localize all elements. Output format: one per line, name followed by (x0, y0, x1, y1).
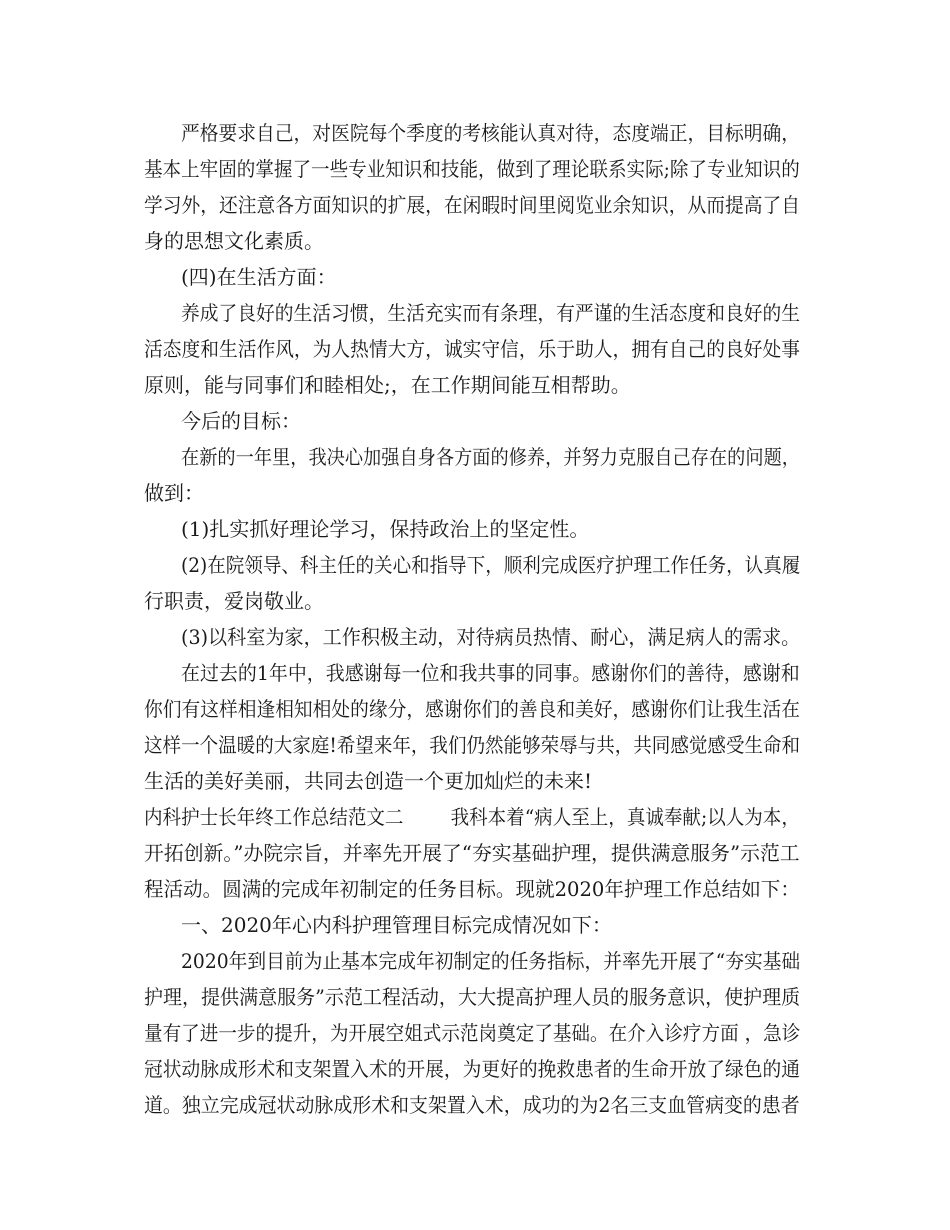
text-line: 行职责，爱岗敬业。 (144, 589, 324, 613)
text-line: 冠状动脉成形术和支架置入术的开展，为更好的挽救患者的生命开放了绿色的通 (144, 1057, 800, 1081)
text-line: 护理，提供满意服务”示范工程活动，大大提高护理人员的服务意识，使护理质 (144, 985, 801, 1009)
text-line: 内科护士长年终工作总结范文二 我科本着“病人至上，真诚奉献;以人为本， (144, 805, 800, 829)
text-line: (1)扎实抓好理论学习，保持政治上的坚定性。 (181, 517, 590, 541)
text-line: 量有了进一步的提升，为开展空姐式示范岗奠定了基础。在介入诊疗方面 ，急诊 (144, 1021, 801, 1045)
text-line: 养成了良好的生活习惯，生活充实而有条理，有严谨的生活态度和良好的生 (181, 301, 801, 325)
text-line: 一、2020年心内科护理管理目标完成情况如下： (181, 913, 612, 937)
text-line: 开拓创新。”办院宗旨，并率先开展了“夯实基础护理，提供满意服务”示范工 (144, 841, 800, 865)
text-line: 今后的目标： (181, 409, 301, 433)
text-line: 学习外，还注意各方面知识的扩展，在闲暇时间里阅览业余知识，从而提高了自 (144, 193, 800, 217)
text-line: 活态度和生活作风，为人热情大方，诚实守信，乐于助人，拥有自己的良好处事 (144, 337, 800, 361)
text-line: (3)以科室为家，工作积极主动，对待病员热情、耐心，满足病人的需求。 (181, 625, 801, 649)
text-line: (2)在院领导、科主任的关心和指导下，顺利完成医疗护理工作任务，认真履 (181, 553, 801, 577)
text-line: 在过去的1年中，我感谢每一位和我共事的同事。感谢你们的善待，感谢和 (181, 661, 800, 685)
text-line: 你们有这样相逢相知相处的缘分，感谢你们的善良和美好，感谢你们让我生活在 (144, 697, 800, 721)
text-line: 身的思想文化素质。 (144, 229, 324, 253)
text-line: 严格要求自己，对医院每个季度的考核能认真对待，态度端正，目标明确， (181, 121, 801, 145)
text-line: (四)在生活方面： (181, 265, 337, 289)
text-line: 2020年到目前为止基本完成年初制定的任务指标，并率先开展了“夯实基础 (181, 949, 801, 973)
text-line: 原则，能与同事们和睦相处;，在工作期间能互相帮助。 (144, 373, 631, 397)
text-line: 程活动。圆满的完成年初制定的任务目标。现就2020年护理工作总结如下： (144, 877, 800, 901)
text-line: 基本上牢固的掌握了一些专业知识和技能，做到了理论联系实际;除了专业知识的 (144, 157, 800, 181)
text-line: 做到： (144, 481, 204, 505)
text-line: 道。独立完成冠状动脉成形术和支架置入术，成功的为2名三支血管病变的患者 (144, 1093, 800, 1117)
text-line: 生活的美好美丽，共同去创造一个更加灿烂的未来! (144, 769, 593, 793)
text-line: 这样一个温暖的大家庭!希望来年，我们仍然能够荣辱与共，共同感觉感受生命和 (144, 733, 801, 757)
text-line: 在新的一年里，我决心加强自身各方面的修养，并努力克服自己存在的问题， (181, 445, 801, 469)
